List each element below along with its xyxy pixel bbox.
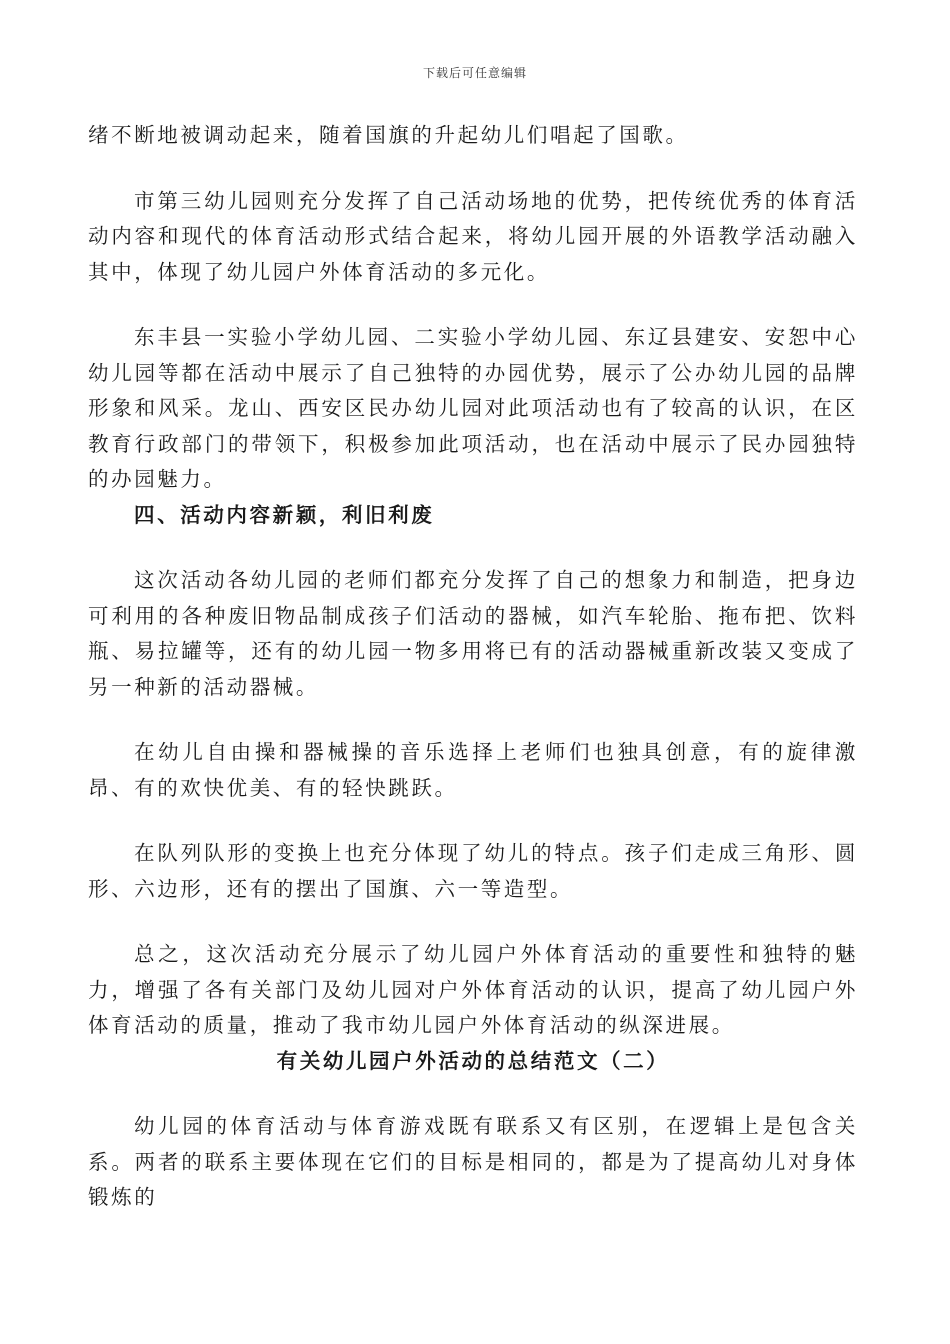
paragraph-7: 总之，这次活动充分展示了幼儿园户外体育活动的重要性和独特的魅力，增强了各有关部门及幼儿园对户外体育活动的认识，提高了幼儿园户外体育活动的质量，推动了我市幼儿园户外体育活动的纵深进展。	[88, 942, 858, 1037]
paragraph-1: 绪不断地被调动起来，随着国旗的升起幼儿们唱起了国歌。	[88, 123, 689, 147]
paragraph-8: 幼儿园的体育活动与体育游戏既有联系又有区别，在逻辑上是包含关系。两者的联系主要体现在它们的目标是相同的，都是为了提高幼儿对身体锻炼的	[88, 1114, 858, 1209]
paragraph-3: 东丰县一实验小学幼儿园、二实验小学幼儿园、东辽县建安、安恕中心幼儿园等都在活动中展示了自己独特的办园优势，展示了公办幼儿园的品牌形象和风采。龙山、西安区民办幼儿园对此项活动也有了较高的认识，在区教育行政部门的带领下，积极参加此项活动，也在活动中展示了民办园独特的办园魅力。	[88, 325, 858, 491]
paragraph-4: 这次活动各幼儿园的老师们都充分发挥了自己的想象力和制造，把身边可利用的各种废旧物品制成孩子们活动的器械，如汽车轮胎、拖布把、饮料瓶、易拉罐等，还有的幼儿园一物多用将已有的活动器械重新改装又变成了另一种新的活动器械。	[88, 568, 858, 699]
paragraph-6: 在队列队形的变换上也充分体现了幼儿的特点。孩子们走成三角形、圆形、六边形，还有的摆出了国旗、六一等造型。	[88, 841, 858, 901]
document-body	[88, 118, 858, 1216]
document-section-title: 有关幼儿园户外活动的总结范文（二）	[276, 1048, 670, 1073]
page-header-note: 下载后可任意编辑	[422, 66, 527, 80]
paragraph-2: 市第三幼儿园则充分发挥了自己活动场地的优势，把传统优秀的体育活动内容和现代的体育活动形式结合起来，将幼儿园开展的外语教学活动融入其中，体现了幼儿园户外体育活动的多元化。	[88, 188, 858, 284]
paragraph-5: 在幼儿自由操和器械操的音乐选择上老师们也独具创意，有的旋律激昂、有的欢快优美、有的轻快跳跃。	[88, 740, 858, 800]
section-heading-4: 四、活动内容新颖，利旧利废	[134, 502, 435, 527]
